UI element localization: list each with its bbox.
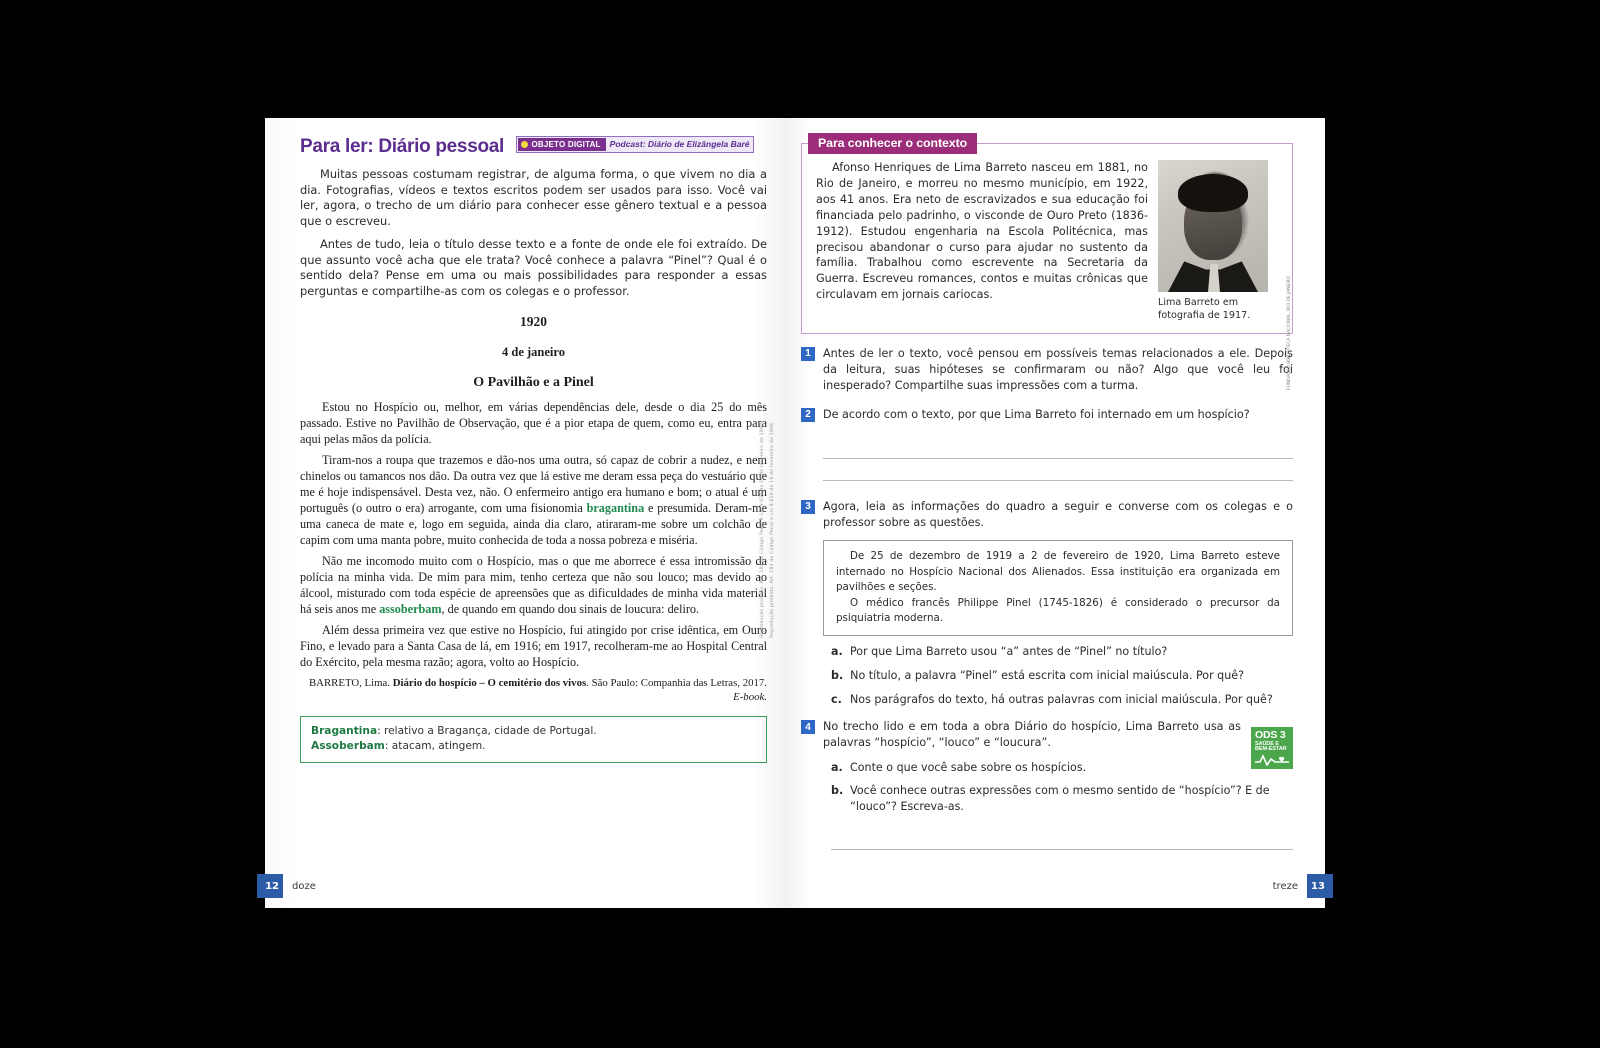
subitem-3a (831, 644, 1293, 660)
left-page (265, 118, 785, 908)
digital-object-chip (518, 138, 605, 151)
photo-hair-shape (1178, 174, 1248, 212)
ods-badge-subtitle: SAÚDE E BEM-ESTAR (1255, 740, 1287, 753)
question-number-4: 4 (801, 720, 815, 734)
media-dot-icon (521, 141, 528, 148)
book-spread (265, 118, 1325, 908)
diary-paragraph-4: Além dessa primeira vez que estive no Hospício, fui atingido por crise idêntica, em Ouro Fino, e levado para a Santa Casa de lá, em 1916; em 1917, recolheram-me ao Hospital Central do Exército, pela mesma razão; agora, volto ao Hospício. (300, 622, 767, 669)
photo-caption: Lima Barreto em fotografia de 1917. (1158, 297, 1251, 321)
subitem-text-4b: Você conhece outras expressões com o mesmo sentido de “hospício”? E de “louco”? Escreva-as. (850, 784, 1270, 813)
diary-paragraph-2 (300, 453, 767, 549)
photo-tie-shape (1208, 264, 1220, 292)
source-work: Diário do hospício – O cemitério dos vivos (392, 676, 587, 689)
context-paragraph: Afonso Henriques de Lima Barreto nasceu em 1881, no Rio de Janeiro, e morreu no mesmo município, em 1922, aos 41 anos. Era neto de escravizados e sua educação foi financiada pelo padrinho, o visconde de Ouro Preto (1836-1912). Estudou engenharia na Escola Politécnica, mas precisou abandonar o curso para ajudar no sustento da família. Trabalhou como escrevente na Secretaria da Guerra. Escreveu romances, contos e muitas crônicas que circulavam em jornais cariocas. (816, 161, 1148, 302)
source-publisher: . São Paulo: Companhia das Letras, 2017. (586, 676, 767, 689)
glossary-entry-1 (311, 724, 756, 739)
question-text-2: De acordo com o texto, por que Lima Barreto foi internado em um hospício? (823, 407, 1250, 421)
question-1 (801, 346, 1293, 395)
context-box-title: Para conhecer o contexto (808, 133, 977, 154)
subitem-3c (831, 692, 1293, 708)
right-page-content (801, 136, 1293, 850)
subitem-letter-3c: c. (831, 692, 842, 706)
page-title: Para ler: Diário pessoal (300, 136, 505, 157)
lima-barreto-photo (1158, 160, 1268, 292)
glossary-box (300, 716, 767, 764)
question-4-wrapper (801, 719, 1293, 751)
glossary-entry-2 (311, 739, 756, 754)
diary-title: O Pavilhão e a Pinel (473, 374, 594, 390)
info-box (823, 540, 1293, 636)
glossary-term-2: Assoberbam (311, 740, 385, 753)
subitem-3b (831, 668, 1293, 684)
intro-paragraph-1: Muitas pessoas costumam registrar, de alguma forma, o que vivem no dia a dia. Fotografias, vídeos e textos escritos podem ser usados para isso. Você vai ler, agora, o trecho de um diário para conhecer esse gênero textual e a pessoa que o escreveu. (300, 167, 767, 229)
context-text-column (816, 160, 1148, 323)
question-number-2: 2 (801, 408, 815, 422)
answer-line[interactable] (823, 459, 1293, 481)
glossary-word-bragantina: bragantina (586, 500, 645, 515)
question-text-3: Agora, leia as informações do quadro a seguir e converse com os colegas e o professor sobre as questões. (823, 499, 1293, 530)
glossary-def-2: : atacam, atingem. (384, 740, 486, 753)
photo-credit: FUNDAÇÃO BIBLIOTECA NACIONAL, RIO DE JANEIRO (1287, 275, 1292, 390)
footer-left (265, 874, 316, 898)
answer-lines-q2[interactable] (823, 437, 1293, 481)
digital-object-badge[interactable] (516, 136, 754, 153)
diary-p2-part-a: Tiram-nos a roupa que trazemos e dão-nos uma outra, só capaz de cobrir a nudez, e nem chinelos ou tamancos nos dão. Da outra vez que lá estive me deram essa peça do vestuário que me é hoje indispensável. Desta vez, não. O enfermeiro antigo era humano e bom; o atual é um português (o outro o era) arrogante, com uma fisionomia (300, 452, 767, 515)
diary-date: 4 de janeiro (502, 344, 565, 359)
question-number-1: 1 (801, 347, 815, 361)
context-figure (1158, 160, 1292, 390)
intro-paragraph-2: Antes de tudo, leia o título desse texto e a fonte de onde ele foi extraído. De que assunto você acha que ele trata? Você conhece a palavra “Pinel”? Qual é o sentido dela? Pense em uma ou mais possibilidades para responder a essas perguntas e compartilhe-as com os colegas e o professor. (300, 236, 767, 299)
right-page (785, 118, 1325, 908)
question-text-4: No trecho lido e em toda a obra Diário do hospício, Lima Barreto usa as palavras “hospício”, “louco” e “loucura”. (823, 720, 1241, 750)
diary-p3-part-a: Não me incomodo muito com o Hospício, mas o que me aborrece é essa intromissão da polícia na minha vida. De mim para mim, tenho certeza que não sou louco; mas devido ao álcool, misturado com toda espécie de apreensões que as dificuldades de minha vida material há seis anos me (300, 553, 767, 616)
subitem-letter-4a: a. (831, 760, 843, 774)
question-text-1: Antes de ler o texto, você pensou em possíveis temas relacionados a ele. Depois da leitura, suas hipóteses se confirmaram ou não? Algo que você leu foi inesperado? Compartilhe suas impressões com a turma. (823, 346, 1293, 393)
ods-badge-title: ODS 3 (1255, 729, 1286, 742)
copyright-vertical-left-2: Reprodução proibida. Art. 184 do Código Penal e Lei 9.610 de 19 de fevereiro de 1998. (770, 421, 775, 638)
folio-number-left: 12 (257, 874, 283, 898)
glossary-term-1: Bragantina (311, 724, 378, 737)
ods-3-badge (1251, 727, 1293, 769)
subitem-letter-3a: a. (831, 645, 843, 659)
answer-line[interactable] (831, 828, 1293, 850)
glossary-word-assoberbam: assoberbam (379, 601, 442, 616)
source-author: BARRETO, Lima. (308, 676, 393, 689)
question-number-3: 3 (801, 500, 815, 514)
heartbeat-icon (1255, 753, 1289, 766)
question-3 (801, 499, 1293, 531)
glossary-def-1: : relativo a Bragança, cidade de Portugal. (377, 724, 597, 737)
folio-number-right: 13 (1307, 874, 1333, 898)
left-page-content (300, 136, 767, 763)
footer-right (1273, 874, 1325, 898)
subitem-4a (831, 760, 1293, 776)
source-format: E-book. (733, 691, 767, 704)
folio-word-right: treze (1272, 880, 1298, 892)
subitem-letter-3b: b. (831, 669, 844, 682)
subitem-text-3c: Nos parágrafos do texto, há outras palavras com inicial maiúscula. Por quê? (850, 692, 1273, 706)
source-citation (300, 676, 767, 705)
question-2 (801, 407, 1293, 423)
diary-year: 1920 (520, 313, 547, 329)
digital-object-label: OBJETO DIGITAL (531, 139, 601, 149)
diary-p3-part-b: , de quando em quando dou sinais de loucura: deliro. (441, 601, 700, 616)
info-box-paragraph-1: De 25 de dezembro de 1919 a 2 de fevereiro de 1920, Lima Barreto esteve internado no Hospício Nacional dos Alienados. Essa instituição era organizada em pavilhões e seções. (836, 550, 1280, 594)
podcast-label: Podcast: Diário de Elizângela Baré (609, 139, 750, 149)
diary-body (300, 400, 767, 671)
section-header (300, 136, 767, 158)
question-4 (801, 719, 1293, 751)
subitem-text-3a: Por que Lima Barreto usou “a” antes de “Pinel” no título? (850, 645, 1168, 659)
subitem-4b (831, 783, 1293, 814)
diary-p2-part-b: e presumida. Deram-me uma caneca de mate e, logo em seguida, ainda dia claro, atiraram-me sobre um colchão de capim com uma manta pobre, muito conhecida de toda a nossa pobreza e miséria. (300, 500, 767, 547)
diary-paragraph-3 (300, 554, 767, 618)
subitem-letter-4b: b. (831, 784, 844, 798)
info-box-paragraph-2: O médico francês Philippe Pinel (1745-1826) é considerado o precursor da psiquiatria moderna. (836, 596, 1280, 625)
intro-text (300, 167, 767, 300)
folio-word-left: doze (292, 880, 316, 892)
answer-line[interactable] (823, 437, 1293, 459)
diary-paragraph-1: Estou no Hospício ou, melhor, em várias dependências dele, desde o dia 25 do mês passado. Estive no Pavilhão de Observação, que é a pior etapa de quem, como eu, entra para aqui pelas mãos da polícia. (300, 399, 767, 446)
copyright-vertical-left: Reprodução proibida. Art. 184 do Código Penal e Lei 9.610 de 19 de fevereiro de 1998. (760, 421, 765, 638)
answer-lines-q4[interactable] (831, 828, 1293, 850)
subitem-text-3b: No título, a palavra “Pinel” está escrita com inicial maiúscula. Por quê? (850, 669, 1244, 682)
subitem-text-4a: Conte o que você sabe sobre os hospícios. (850, 760, 1087, 774)
